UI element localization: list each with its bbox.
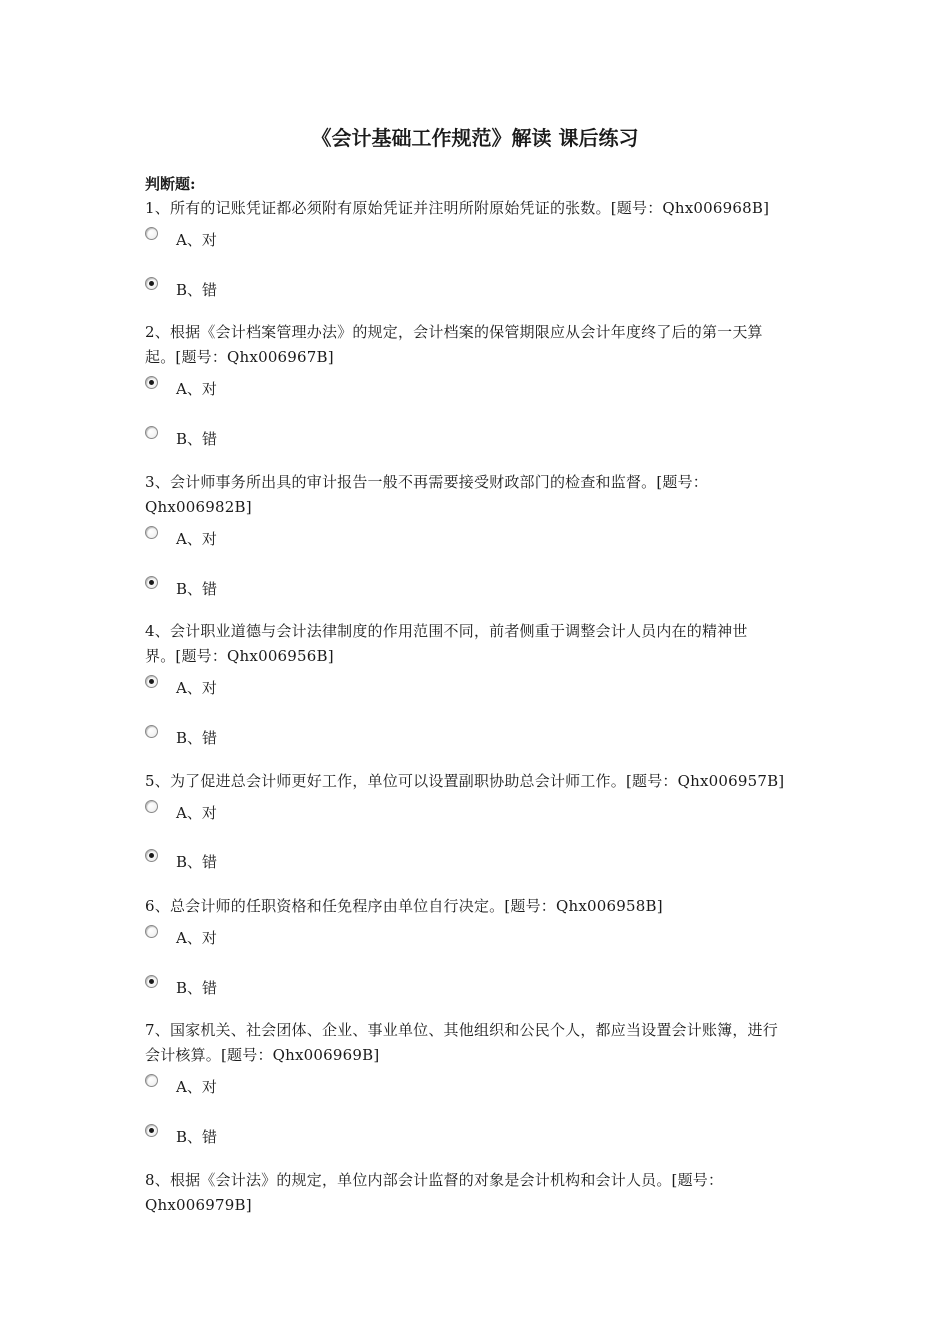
radio-button[interactable] bbox=[145, 925, 158, 938]
option-label: A、对 bbox=[176, 231, 217, 249]
question-line: 起。[题号：Qhx006967B] bbox=[145, 348, 334, 366]
radio-button-selected[interactable] bbox=[145, 975, 158, 988]
option-label: A、对 bbox=[176, 679, 217, 697]
radio-button[interactable] bbox=[145, 426, 158, 439]
radio-button[interactable] bbox=[145, 1074, 158, 1087]
question-8-text bbox=[145, 1168, 815, 1218]
radio-button-selected[interactable] bbox=[145, 1124, 158, 1137]
page-title: 《会计基础工作规范》解读 课后练习 bbox=[311, 126, 639, 150]
question-line: 6、总会计师的任职资格和任免程序由单位自行决定。[题号：Qhx006958B] bbox=[145, 897, 663, 915]
option-label: A、对 bbox=[176, 929, 217, 947]
question-line: Qhx006982B] bbox=[145, 498, 252, 516]
question-line: 2、根据《会计档案管理办法》的规定，会计档案的保管期限应从会计年度终了后的第一天算 bbox=[145, 323, 763, 341]
radio-button-selected[interactable] bbox=[145, 849, 158, 862]
option-label: B、错 bbox=[176, 979, 218, 997]
radio-button[interactable] bbox=[145, 526, 158, 539]
question-line: 界。[题号：Qhx006956B] bbox=[145, 647, 334, 665]
option-label: B、错 bbox=[176, 281, 218, 299]
radio-button-selected[interactable] bbox=[145, 376, 158, 389]
option-label: A、对 bbox=[176, 1078, 217, 1096]
question-line: 4、会计职业道德与会计法律制度的作用范围不同，前者侧重于调整会计人员内在的精神世 bbox=[145, 622, 748, 640]
question-5-text bbox=[145, 769, 815, 794]
radio-button-selected[interactable] bbox=[145, 277, 158, 290]
question-4-text bbox=[145, 619, 815, 669]
radio-button[interactable] bbox=[145, 725, 158, 738]
question-line: 7、国家机关、社会团体、企业、事业单位、其他组织和公民个人，都应当设置会计账簿，进行 bbox=[145, 1021, 778, 1039]
option-label: A、对 bbox=[176, 530, 217, 548]
question-line: 5、为了促进总会计师更好工作，单位可以设置副职协助总会计师工作。[题号：Qhx006957B] bbox=[145, 772, 785, 790]
question-7-text bbox=[145, 1018, 815, 1068]
option-label: B、错 bbox=[176, 430, 218, 448]
question-2-text bbox=[145, 320, 815, 370]
question-line: 8、根据《会计法》的规定，单位内部会计监督的对象是会计机构和会计人员。[题号： bbox=[145, 1171, 724, 1189]
option-label: B、错 bbox=[176, 1128, 218, 1146]
question-line: Qhx006979B] bbox=[145, 1196, 252, 1214]
question-line: 3、会计师事务所出具的审计报告一般不再需要接受财政部门的检查和监督。[题号： bbox=[145, 473, 708, 491]
section-heading: 判断题: bbox=[145, 175, 196, 193]
radio-button[interactable] bbox=[145, 227, 158, 240]
radio-button-selected[interactable] bbox=[145, 576, 158, 589]
option-label: B、错 bbox=[176, 580, 218, 598]
question-6-text bbox=[145, 894, 815, 919]
option-label: B、错 bbox=[176, 853, 218, 871]
question-line: 会计核算。[题号：Qhx006969B] bbox=[145, 1046, 380, 1064]
question-1-text bbox=[145, 196, 815, 221]
question-3-text bbox=[145, 470, 815, 520]
option-label: A、对 bbox=[176, 380, 217, 398]
option-label: B、错 bbox=[176, 729, 218, 747]
radio-button-selected[interactable] bbox=[145, 675, 158, 688]
option-label: A、对 bbox=[176, 804, 217, 822]
radio-button[interactable] bbox=[145, 800, 158, 813]
question-line: 1、所有的记账凭证都必须附有原始凭证并注明所附原始凭证的张数。[题号：Qhx006968B] bbox=[145, 199, 770, 217]
